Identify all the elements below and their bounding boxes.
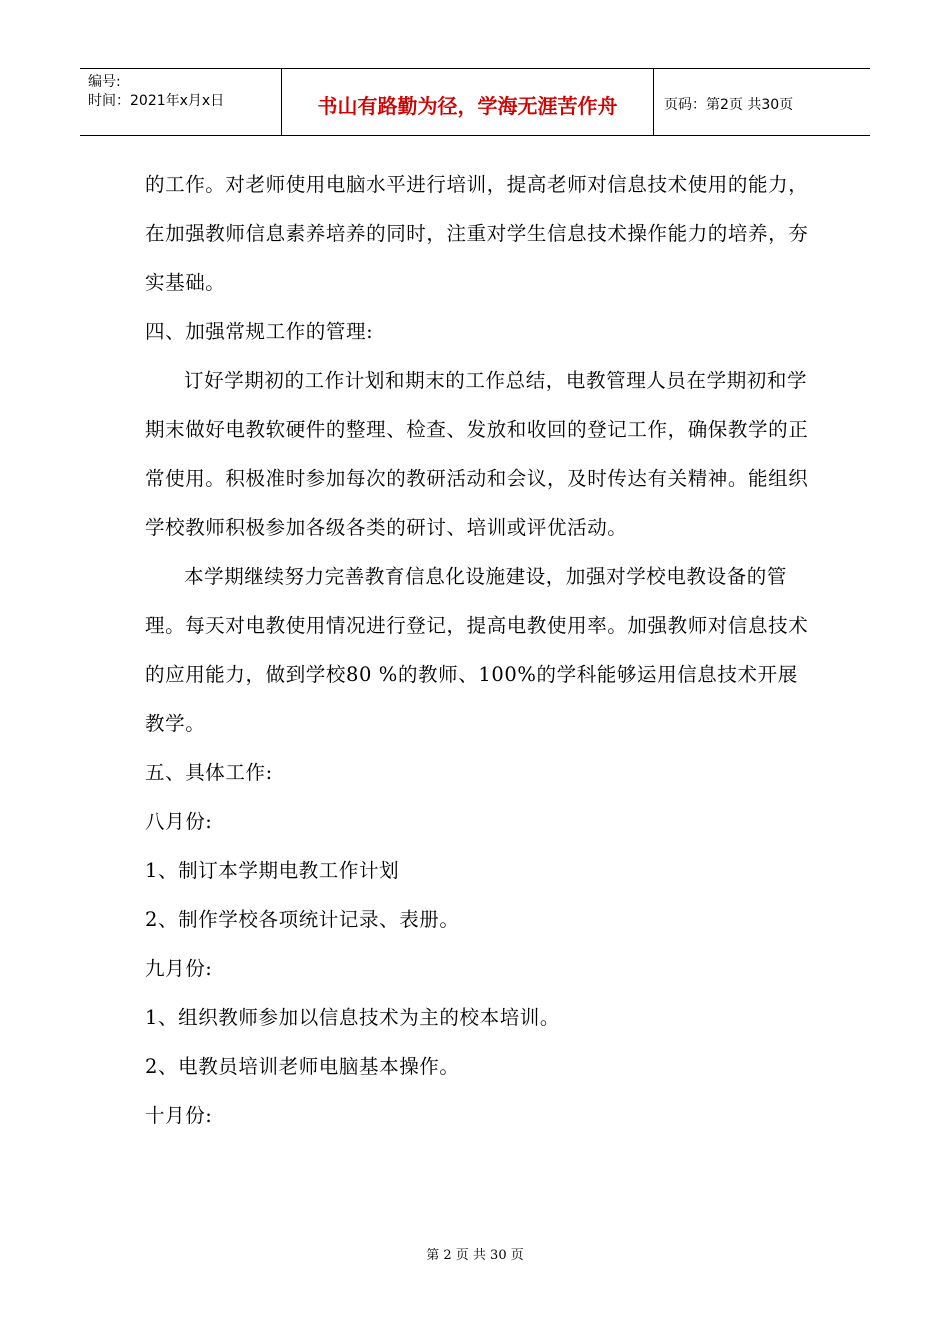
header-meta: [80, 69, 282, 135]
section-heading-specific-work: 五、具体工作:: [145, 761, 273, 784]
page-footer: 第 2 页 共 30 页: [426, 1248, 524, 1263]
month-heading-october: 十月份:: [145, 1104, 213, 1127]
document-number-label: 编号:: [88, 74, 121, 90]
header-page-info: 页码：第2页 共30页: [664, 97, 794, 113]
list-item: 2、制作学校各项统计记录、表册。: [145, 908, 460, 931]
paragraph-routine-work: 订好学期初的工作计划和期末的工作总结，电教管理人员在学期初和学期末做好电教软硬件的整理、检查、发放和收回的登记工作，确保教学的正常使用。积极准时参加每次的教研活动和会议，及时传达有关精神。能组织学校教师积极参加各级各类的研讨、培训或评优活动。: [145, 369, 809, 539]
document-date: 时间：2021年x月x日: [88, 93, 225, 109]
document-body: [145, 160, 810, 1140]
month-heading-september: 九月份:: [145, 957, 213, 980]
paragraph-continuation: 的工作。对老师使用电脑水平进行培训，提高老师对信息技术使用的能力，在加强教师信息素养培养的同时，注重对学生信息技术操作能力的培养，夯实基础。: [145, 173, 809, 294]
list-item: 2、电教员培训老师电脑基本操作。: [145, 1055, 460, 1078]
list-item: 1、组织教师参加以信息技术为主的校本培训。: [145, 1006, 561, 1029]
section-heading-routine-work: 四、加强常规工作的管理:: [145, 320, 374, 343]
page-header: [80, 68, 870, 136]
paragraph-semester-goals: 本学期继续努力完善教育信息化设施建设，加强对学校电教设备的管理。每天对电教使用情况进行登记，提高电教使用率。加强教师对信息技术的应用能力，做到学校80 %的教师、100%的学科能够运用信息技术开展教学。: [145, 565, 809, 735]
list-item: 1、制订本学期电教工作计划: [145, 859, 400, 882]
month-heading-august: 八月份:: [145, 810, 213, 833]
header-motto: 书山有路勤为径，学海无涯苦作舟: [282, 69, 654, 135]
